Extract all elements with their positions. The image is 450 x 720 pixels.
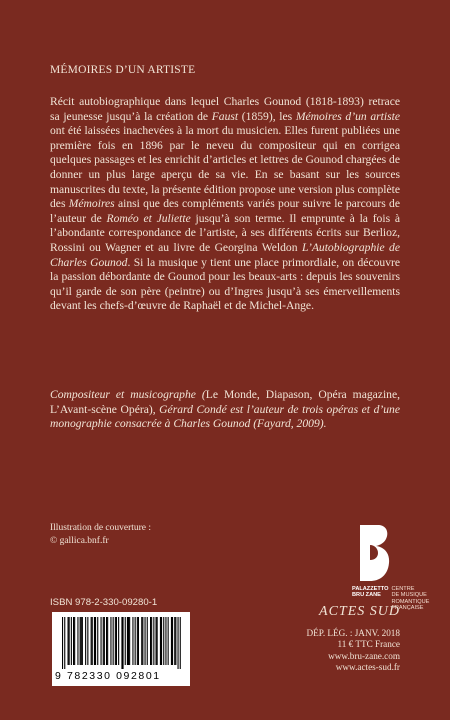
barcode-bar xyxy=(118,617,119,665)
barcode-bar xyxy=(168,617,169,665)
credit-label: Illustration de couverture : xyxy=(50,523,152,533)
illustration-credit xyxy=(50,522,151,548)
barcode-bar xyxy=(163,617,164,665)
work-title-autobiographie: L’Autobiographie de Charles Gounod xyxy=(50,240,400,269)
barcode-bar xyxy=(147,617,148,665)
author-bio-paragraph xyxy=(50,388,400,432)
barcode-bar xyxy=(71,617,72,665)
barcode-bar xyxy=(157,617,158,665)
logo-text: ROMANTIQUE xyxy=(391,598,430,605)
barcode-bar xyxy=(113,617,114,665)
summary-part: Récit autobiographique dans lequel Charles Gounod (1818-1893) retrace sa jeunesse jusqu’à la création de xyxy=(50,95,400,123)
summary-part: . Si la musique y tient une place primordiale, on découvre la passion débordante de Gounod pour les beaux-arts : depuis les souvenirs qu’il garde de son père (peintre) ou d’Ingres jusqu’à ses émerveillements devant les chefs-d’œuvre de Raphaël et de Michel-Ange. xyxy=(50,255,400,313)
barcode-bar xyxy=(180,617,181,669)
work-title-faust: Faust xyxy=(211,109,239,123)
barcode-bar xyxy=(104,617,105,665)
summary-paragraph xyxy=(50,95,400,314)
barcode-bar xyxy=(127,617,128,665)
palazzetto-logo xyxy=(352,523,430,611)
price: 11 € TTC France xyxy=(337,639,400,650)
logo-text: BRU ZANE xyxy=(352,592,381,599)
work-title-romeo: Roméo et Juliette xyxy=(106,211,191,225)
barcode-bar xyxy=(178,617,179,669)
bru-zane-logo-icon xyxy=(356,523,392,583)
barcode-bar xyxy=(116,617,117,665)
barcode-bar xyxy=(128,617,129,665)
bio-part: Gérard Condé est l’auteur de trois opéras et d’une monographie consacrée à Charles Gounod (Fayard, 2009). xyxy=(50,402,400,431)
barcode-bar xyxy=(137,617,138,665)
barcode-bar xyxy=(85,617,86,665)
barcode-bar xyxy=(62,617,63,669)
barcode-bar xyxy=(161,617,162,665)
logo-text: DE MUSIQUE xyxy=(391,592,427,599)
barcode-bar xyxy=(174,617,175,665)
credit-source: © gallica.bnf.fr xyxy=(50,536,109,546)
barcode-bar xyxy=(125,617,126,665)
barcode-bar xyxy=(64,617,65,669)
logo-text: CENTRE xyxy=(391,586,415,592)
barcode-bar xyxy=(91,617,92,665)
book-title: MÉMOIRES D’UN ARTISTE xyxy=(50,64,196,76)
barcode-icon xyxy=(52,612,190,672)
barcode-bar xyxy=(73,617,74,665)
publication-info xyxy=(307,628,401,674)
barcode-bar xyxy=(156,617,157,665)
barcode-bar xyxy=(97,617,98,665)
barcode-bar xyxy=(141,617,142,665)
barcode-bar xyxy=(95,617,96,665)
barcode-bar xyxy=(101,617,102,665)
summary-part: (1859), les xyxy=(238,109,296,123)
barcode-bar xyxy=(106,617,107,665)
barcode-bar xyxy=(115,617,116,665)
barcode-bar xyxy=(150,617,151,665)
barcode-bar xyxy=(77,617,78,665)
bio-part: Le Monde, Diapason, Opéra magazine, L’Avant-scène Opéra), xyxy=(50,388,400,416)
summary-part: jusqu’à son terme. Il emprunte à la fois à l’abondante correspondance de l’artiste, à ses différents écrits sur Berlioz, Rossini ou Wagner et au livre de Georgina Weldon xyxy=(50,211,400,254)
barcode-bar xyxy=(121,617,122,669)
barcode-bar xyxy=(138,617,139,665)
website-link[interactable]: www.bru-zane.com xyxy=(328,650,400,661)
barcode-bar xyxy=(171,617,172,665)
barcode-bar xyxy=(80,617,81,665)
bio-part: Compositeur et musicographe ( xyxy=(50,388,206,401)
barcode-bar xyxy=(69,617,70,665)
barcode-bar xyxy=(87,617,88,665)
logo-text: FRANÇAISE xyxy=(391,604,424,611)
barcode-bar xyxy=(175,617,176,665)
barcode-bar xyxy=(135,617,136,665)
barcode-bar xyxy=(68,617,69,665)
legal-deposit: DÉP. LÉG. : JANV. 2018 xyxy=(306,628,400,638)
barcode-bar xyxy=(92,617,93,665)
barcode-bar xyxy=(132,617,133,665)
logo-text: PALAZZETTO xyxy=(352,586,389,592)
publisher-name: ACTES SUD xyxy=(319,604,400,619)
barcode-bar xyxy=(142,617,143,665)
barcode-bar xyxy=(123,617,124,669)
website-link[interactable]: www.actes-sud.fr xyxy=(335,662,400,673)
barcode-digits: 9 782330 092801 xyxy=(55,670,161,682)
summary-part: ainsi que des compléments variés pour suivre le parcours de l’auteur de xyxy=(50,197,400,225)
barcode-bar xyxy=(110,617,111,665)
barcode-bar xyxy=(151,617,152,665)
barcode-bar xyxy=(94,617,95,665)
barcode-bar xyxy=(103,617,104,665)
barcode-bar xyxy=(81,617,82,665)
isbn: ISBN 978-2-330-09280-1 xyxy=(50,597,158,608)
barcode-bar xyxy=(145,617,146,665)
barcode-bar xyxy=(107,617,108,665)
barcode-bar xyxy=(160,617,161,665)
barcode-bar xyxy=(172,617,173,665)
barcode-bar xyxy=(165,617,166,665)
summary-text xyxy=(50,95,400,314)
work-title-memoires: Mémoires d’un artiste xyxy=(295,109,400,123)
barcode-bar xyxy=(129,617,130,665)
barcode-bar xyxy=(153,617,154,665)
barcode-bar xyxy=(74,617,75,665)
work-title-memoires-short: Mémoires xyxy=(68,197,115,211)
author-bio xyxy=(50,388,400,432)
summary-part: ont été laissées inachevées à la mort du musicien. Elles furent publiées une première fois en 1896 par le neveu du compositeur qui en corrigea quelques passages et les enrichit d’articles et lettres de Gounod chargées de donner un plus large aperçu de sa vie. En se basant sur les sources manuscrites du texte, la présente édition propose une version plus complète des xyxy=(50,124,400,211)
barcode xyxy=(52,612,190,686)
barcode-bar xyxy=(82,617,83,665)
